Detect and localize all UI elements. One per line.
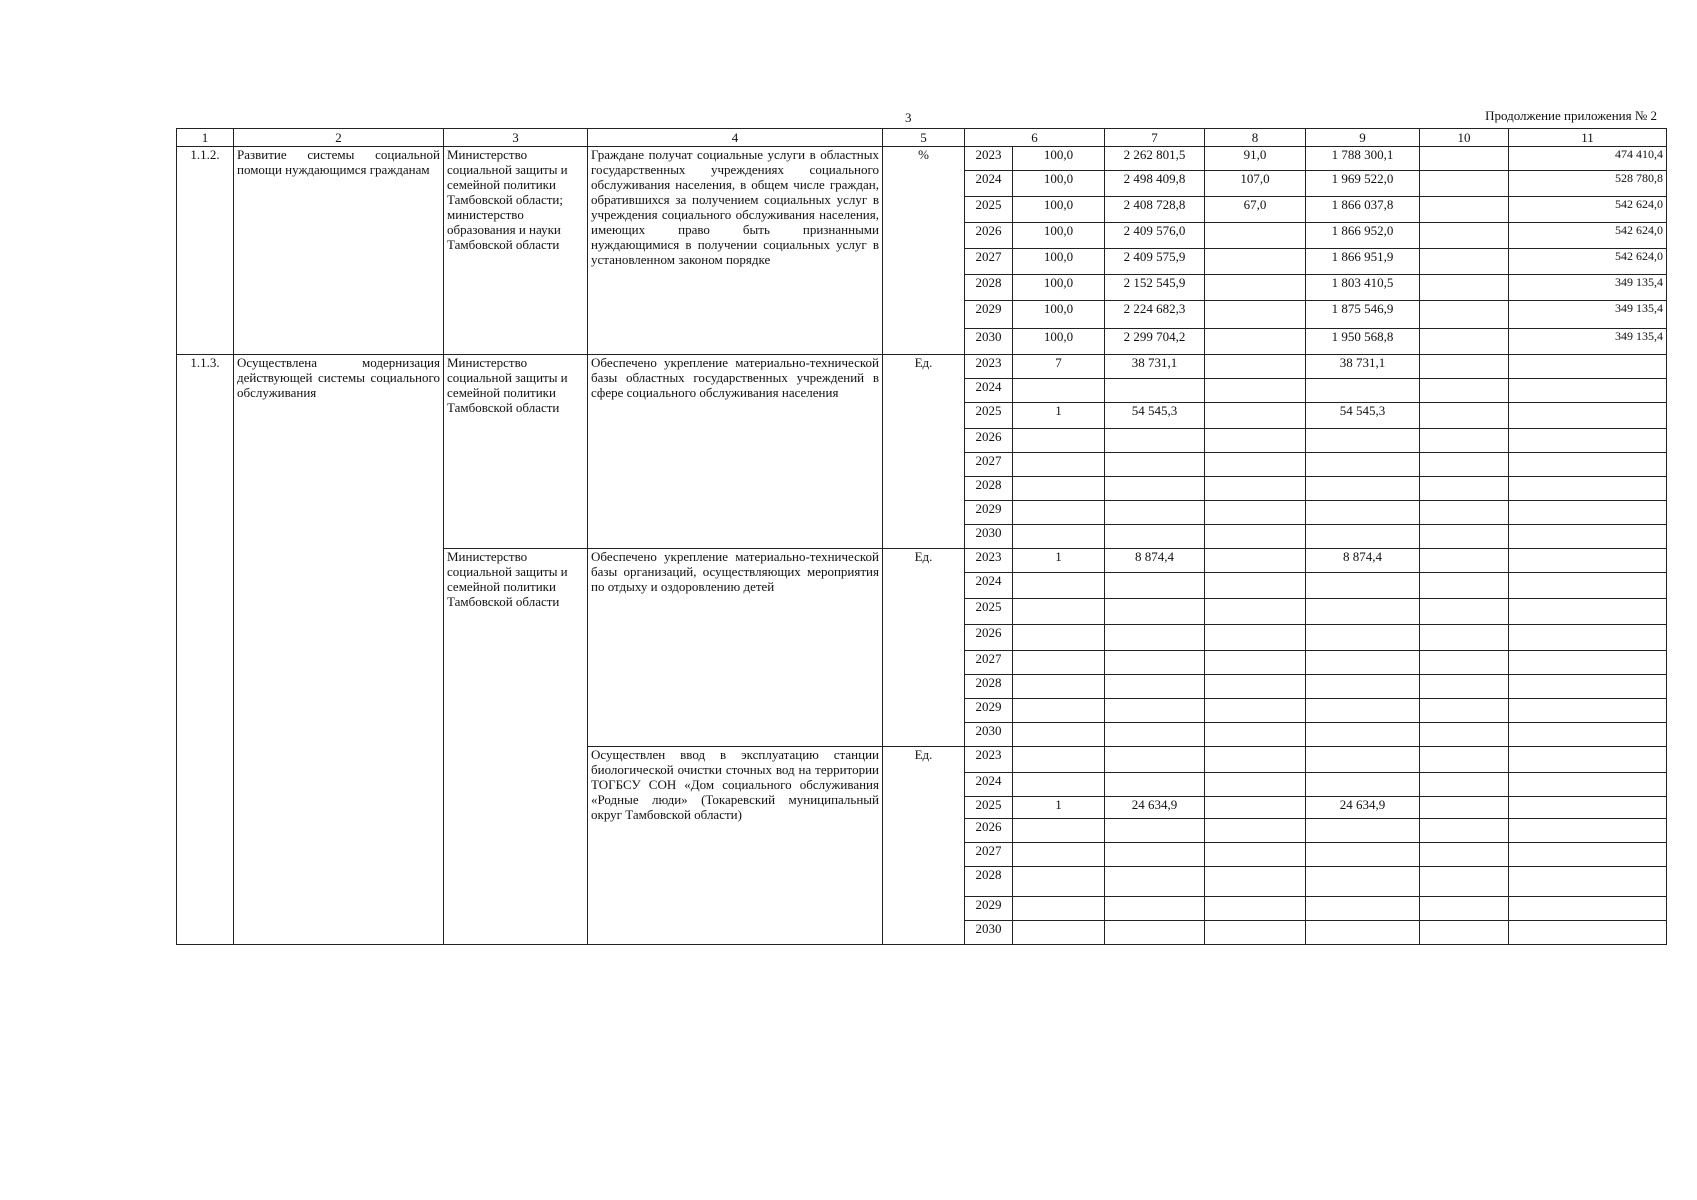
value-col10 xyxy=(1420,171,1509,197)
value-col6 xyxy=(1013,921,1105,945)
value-col11 xyxy=(1509,599,1667,625)
year-cell: 2028 xyxy=(965,477,1013,501)
value-col11 xyxy=(1509,501,1667,525)
value-col11 xyxy=(1509,625,1667,651)
value-col10 xyxy=(1420,275,1509,301)
value-col7 xyxy=(1105,843,1205,867)
value-col6 xyxy=(1013,675,1105,699)
value-col9 xyxy=(1306,379,1420,403)
value-col11 xyxy=(1509,723,1667,747)
value-col11 xyxy=(1509,797,1667,819)
col-header: 9 xyxy=(1306,129,1420,147)
value-col7 xyxy=(1105,819,1205,843)
value-col9 xyxy=(1306,625,1420,651)
value-col6 xyxy=(1013,747,1105,773)
page-number: 3 xyxy=(905,110,912,125)
value-col11 xyxy=(1509,675,1667,699)
value-col9 xyxy=(1306,699,1420,723)
value-col6 xyxy=(1013,429,1105,453)
value-col6: 100,0 xyxy=(1013,147,1105,171)
year-cell: 2030 xyxy=(965,329,1013,355)
value-col10 xyxy=(1420,197,1509,223)
value-col9: 1 788 300,1 xyxy=(1306,147,1420,171)
value-col8 xyxy=(1205,699,1306,723)
value-col9 xyxy=(1306,429,1420,453)
value-col9: 1 866 037,8 xyxy=(1306,197,1420,223)
value-col11 xyxy=(1509,453,1667,477)
value-col7: 2 408 728,8 xyxy=(1105,197,1205,223)
value-col8 xyxy=(1205,819,1306,843)
value-col6: 1 xyxy=(1013,549,1105,573)
value-col8 xyxy=(1205,379,1306,403)
value-col7 xyxy=(1105,773,1205,797)
value-col8 xyxy=(1205,549,1306,573)
value-col7 xyxy=(1105,625,1205,651)
value-col9: 1 875 546,9 xyxy=(1306,301,1420,329)
value-col7: 2 409 576,0 xyxy=(1105,223,1205,249)
value-col7: 2 299 704,2 xyxy=(1105,329,1205,355)
unit: Ед. xyxy=(883,355,965,549)
value-col8 xyxy=(1205,651,1306,675)
col-header: 2 xyxy=(234,129,444,147)
value-col10 xyxy=(1420,819,1509,843)
value-col11 xyxy=(1509,843,1667,867)
value-col8 xyxy=(1205,501,1306,525)
value-col7 xyxy=(1105,379,1205,403)
year-cell: 2025 xyxy=(965,797,1013,819)
year-cell: 2030 xyxy=(965,921,1013,945)
value-col6 xyxy=(1013,453,1105,477)
year-cell: 2028 xyxy=(965,867,1013,897)
value-col10 xyxy=(1420,429,1509,453)
value-col6: 1 xyxy=(1013,797,1105,819)
value-col6 xyxy=(1013,867,1105,897)
year-cell: 2029 xyxy=(965,699,1013,723)
value-col9 xyxy=(1306,453,1420,477)
value-col11 xyxy=(1509,747,1667,773)
year-cell: 2024 xyxy=(965,379,1013,403)
value-col7: 2 262 801,5 xyxy=(1105,147,1205,171)
value-col6: 7 xyxy=(1013,355,1105,379)
value-col11: 474 410,4 xyxy=(1509,147,1667,171)
value-col7 xyxy=(1105,723,1205,747)
year-cell: 2023 xyxy=(965,549,1013,573)
value-col7: 2 224 682,3 xyxy=(1105,301,1205,329)
value-col9 xyxy=(1306,867,1420,897)
executor: Министерство социальной защиты и семейной политики Тамбовской области; министерство образования и науки Тамбовской области xyxy=(444,147,588,355)
value-col7: 2 498 409,8 xyxy=(1105,171,1205,197)
value-col6: 100,0 xyxy=(1013,171,1105,197)
value-col11 xyxy=(1509,773,1667,797)
value-col8 xyxy=(1205,477,1306,501)
value-col9: 8 874,4 xyxy=(1306,549,1420,573)
value-col10 xyxy=(1420,355,1509,379)
value-col6 xyxy=(1013,651,1105,675)
year-cell: 2026 xyxy=(965,625,1013,651)
year-cell: 2027 xyxy=(965,453,1013,477)
value-col11: 542 624,0 xyxy=(1509,223,1667,249)
continuation-note: Продолжение приложения № 2 xyxy=(1485,108,1657,123)
value-col10 xyxy=(1420,249,1509,275)
value-col10 xyxy=(1420,773,1509,797)
year-cell: 2030 xyxy=(965,723,1013,747)
value-col7: 24 634,9 xyxy=(1105,797,1205,819)
table-row xyxy=(177,355,1667,379)
appendix-table xyxy=(176,128,1667,945)
value-col6 xyxy=(1013,819,1105,843)
value-col6: 100,0 xyxy=(1013,223,1105,249)
value-col7 xyxy=(1105,429,1205,453)
value-col8 xyxy=(1205,897,1306,921)
value-col6: 100,0 xyxy=(1013,275,1105,301)
year-cell: 2025 xyxy=(965,197,1013,223)
value-col9 xyxy=(1306,747,1420,773)
year-cell: 2028 xyxy=(965,675,1013,699)
value-col6 xyxy=(1013,599,1105,625)
value-col8 xyxy=(1205,429,1306,453)
unit: % xyxy=(883,147,965,355)
year-cell: 2028 xyxy=(965,275,1013,301)
value-col10 xyxy=(1420,723,1509,747)
value-col7 xyxy=(1105,921,1205,945)
value-col11 xyxy=(1509,379,1667,403)
value-col8 xyxy=(1205,453,1306,477)
value-col7 xyxy=(1105,699,1205,723)
value-col7: 54 545,3 xyxy=(1105,403,1205,429)
value-col8 xyxy=(1205,797,1306,819)
year-cell: 2024 xyxy=(965,773,1013,797)
value-col11: 542 624,0 xyxy=(1509,249,1667,275)
value-col11: 349 135,4 xyxy=(1509,275,1667,301)
value-col7: 38 731,1 xyxy=(1105,355,1205,379)
value-col11 xyxy=(1509,355,1667,379)
col-header: 4 xyxy=(588,129,883,147)
column-number-row xyxy=(177,129,1667,147)
value-col9 xyxy=(1306,897,1420,921)
indicator-description: Осуществлен ввод в эксплуатацию станции биологической очистки сточных вод на территории ТОГБСУ СОН «Дом социального обслуживания «Родные люди» (Токаревский муниципальный округ Тамбовской области) xyxy=(588,747,883,945)
indicator-description: Обеспечено укрепление материально-технической базы областных государственных учреждений в сфере социального обслуживания населения xyxy=(588,355,883,549)
year-cell: 2029 xyxy=(965,897,1013,921)
value-col6: 100,0 xyxy=(1013,197,1105,223)
value-col11 xyxy=(1509,867,1667,897)
value-col8: 67,0 xyxy=(1205,197,1306,223)
value-col8 xyxy=(1205,747,1306,773)
value-col6: 100,0 xyxy=(1013,301,1105,329)
value-col11 xyxy=(1509,651,1667,675)
value-col9: 1 950 568,8 xyxy=(1306,329,1420,355)
value-col11 xyxy=(1509,549,1667,573)
value-col11: 349 135,4 xyxy=(1509,301,1667,329)
year-cell: 2026 xyxy=(965,819,1013,843)
value-col10 xyxy=(1420,477,1509,501)
value-col10 xyxy=(1420,573,1509,599)
value-col8 xyxy=(1205,223,1306,249)
value-col9: 38 731,1 xyxy=(1306,355,1420,379)
year-cell: 2024 xyxy=(965,171,1013,197)
value-col10 xyxy=(1420,501,1509,525)
value-col7 xyxy=(1105,651,1205,675)
col-header: 11 xyxy=(1509,129,1667,147)
value-col10 xyxy=(1420,897,1509,921)
value-col9 xyxy=(1306,651,1420,675)
value-col8 xyxy=(1205,275,1306,301)
value-col8 xyxy=(1205,573,1306,599)
value-col10 xyxy=(1420,403,1509,429)
value-col10 xyxy=(1420,147,1509,171)
value-col7 xyxy=(1105,599,1205,625)
value-col8 xyxy=(1205,867,1306,897)
value-col9 xyxy=(1306,501,1420,525)
value-col10 xyxy=(1420,921,1509,945)
value-col8 xyxy=(1205,921,1306,945)
year-cell: 2025 xyxy=(965,403,1013,429)
value-col10 xyxy=(1420,867,1509,897)
value-col8 xyxy=(1205,525,1306,549)
value-col10 xyxy=(1420,223,1509,249)
col-header: 1 xyxy=(177,129,234,147)
value-col6: 1 xyxy=(1013,403,1105,429)
value-col10 xyxy=(1420,675,1509,699)
value-col9 xyxy=(1306,819,1420,843)
year-cell: 2025 xyxy=(965,599,1013,625)
value-col10 xyxy=(1420,797,1509,819)
value-col9: 1 866 952,0 xyxy=(1306,223,1420,249)
value-col6 xyxy=(1013,843,1105,867)
item-name: Осуществлена модернизация действующей системы социального обслуживания xyxy=(234,355,444,945)
value-col11 xyxy=(1509,819,1667,843)
value-col8 xyxy=(1205,675,1306,699)
value-col7 xyxy=(1105,525,1205,549)
year-cell: 2023 xyxy=(965,747,1013,773)
col-header: 7 xyxy=(1105,129,1205,147)
executor: Министерство социальной защиты и семейной политики Тамбовской области xyxy=(444,355,588,549)
value-col8: 91,0 xyxy=(1205,147,1306,171)
value-col7 xyxy=(1105,747,1205,773)
value-col9 xyxy=(1306,723,1420,747)
year-cell: 2027 xyxy=(965,651,1013,675)
value-col6 xyxy=(1013,501,1105,525)
value-col11 xyxy=(1509,897,1667,921)
value-col7 xyxy=(1105,675,1205,699)
value-col8 xyxy=(1205,843,1306,867)
value-col8 xyxy=(1205,723,1306,747)
col-header: 3 xyxy=(444,129,588,147)
value-col11 xyxy=(1509,921,1667,945)
value-col8 xyxy=(1205,249,1306,275)
value-col7 xyxy=(1105,477,1205,501)
value-col11 xyxy=(1509,403,1667,429)
value-col10 xyxy=(1420,699,1509,723)
value-col6 xyxy=(1013,525,1105,549)
value-col9 xyxy=(1306,773,1420,797)
value-col9: 1 866 951,9 xyxy=(1306,249,1420,275)
year-cell: 2029 xyxy=(965,301,1013,329)
value-col9 xyxy=(1306,921,1420,945)
value-col6 xyxy=(1013,573,1105,599)
year-cell: 2026 xyxy=(965,429,1013,453)
value-col11: 542 624,0 xyxy=(1509,197,1667,223)
table-row xyxy=(177,147,1667,171)
value-col10 xyxy=(1420,549,1509,573)
col-header: 8 xyxy=(1205,129,1306,147)
value-col11 xyxy=(1509,477,1667,501)
value-col10 xyxy=(1420,747,1509,773)
col-header: 6 xyxy=(965,129,1105,147)
value-col9 xyxy=(1306,525,1420,549)
value-col6 xyxy=(1013,699,1105,723)
value-col8 xyxy=(1205,599,1306,625)
value-col7: 8 874,4 xyxy=(1105,549,1205,573)
value-col7: 2 152 545,9 xyxy=(1105,275,1205,301)
value-col8 xyxy=(1205,773,1306,797)
year-cell: 2024 xyxy=(965,573,1013,599)
value-col9 xyxy=(1306,573,1420,599)
value-col11: 528 780,8 xyxy=(1509,171,1667,197)
item-code: 1.1.2. xyxy=(177,147,234,355)
value-col9 xyxy=(1306,843,1420,867)
value-col8 xyxy=(1205,355,1306,379)
value-col10 xyxy=(1420,329,1509,355)
col-header: 5 xyxy=(883,129,965,147)
value-col6 xyxy=(1013,477,1105,501)
value-col9: 24 634,9 xyxy=(1306,797,1420,819)
unit: Ед. xyxy=(883,549,965,747)
value-col7 xyxy=(1105,501,1205,525)
year-cell: 2027 xyxy=(965,249,1013,275)
value-col6 xyxy=(1013,723,1105,747)
value-col11 xyxy=(1509,699,1667,723)
value-col9: 54 545,3 xyxy=(1306,403,1420,429)
unit: Ед. xyxy=(883,747,965,945)
value-col7: 2 409 575,9 xyxy=(1105,249,1205,275)
value-col10 xyxy=(1420,599,1509,625)
value-col9 xyxy=(1306,599,1420,625)
year-cell: 2027 xyxy=(965,843,1013,867)
value-col10 xyxy=(1420,625,1509,651)
value-col10 xyxy=(1420,301,1509,329)
item-code: 1.1.3. xyxy=(177,355,234,945)
value-col9: 1 803 410,5 xyxy=(1306,275,1420,301)
value-col8 xyxy=(1205,301,1306,329)
value-col10 xyxy=(1420,651,1509,675)
value-col6 xyxy=(1013,379,1105,403)
value-col8: 107,0 xyxy=(1205,171,1306,197)
value-col11 xyxy=(1509,429,1667,453)
value-col11: 349 135,4 xyxy=(1509,329,1667,355)
value-col8 xyxy=(1205,329,1306,355)
executor: Министерство социальной защиты и семейной политики Тамбовской области xyxy=(444,549,588,945)
year-cell: 2023 xyxy=(965,147,1013,171)
value-col7 xyxy=(1105,867,1205,897)
value-col11 xyxy=(1509,573,1667,599)
item-name: Развитие системы социальной помощи нуждающимся гражданам xyxy=(234,147,444,355)
year-cell: 2023 xyxy=(965,355,1013,379)
value-col6: 100,0 xyxy=(1013,329,1105,355)
value-col6: 100,0 xyxy=(1013,249,1105,275)
value-col10 xyxy=(1420,843,1509,867)
value-col6 xyxy=(1013,897,1105,921)
value-col6 xyxy=(1013,625,1105,651)
value-col8 xyxy=(1205,403,1306,429)
value-col9: 1 969 522,0 xyxy=(1306,171,1420,197)
year-cell: 2030 xyxy=(965,525,1013,549)
value-col10 xyxy=(1420,453,1509,477)
value-col8 xyxy=(1205,625,1306,651)
value-col7 xyxy=(1105,897,1205,921)
indicator-description: Граждане получат социальные услуги в областных государственных учреждениях социального обслуживания населения, в общем числе граждан, обратившихся за получением социальных услуг в учреждения социального обслуживания населения, имеющих право быть признанными нуждающимися в получении социальных услуг в установленном законом порядке xyxy=(588,147,883,355)
year-cell: 2029 xyxy=(965,501,1013,525)
value-col11 xyxy=(1509,525,1667,549)
value-col10 xyxy=(1420,525,1509,549)
value-col6 xyxy=(1013,773,1105,797)
value-col9 xyxy=(1306,477,1420,501)
col-header: 10 xyxy=(1420,129,1509,147)
indicator-description: Обеспечено укрепление материально-технической базы организаций, осуществляющих мероприятия по отдыху и оздоровлению детей xyxy=(588,549,883,747)
value-col7 xyxy=(1105,573,1205,599)
year-cell: 2026 xyxy=(965,223,1013,249)
table-body xyxy=(177,147,1667,945)
value-col7 xyxy=(1105,453,1205,477)
value-col10 xyxy=(1420,379,1509,403)
value-col9 xyxy=(1306,675,1420,699)
